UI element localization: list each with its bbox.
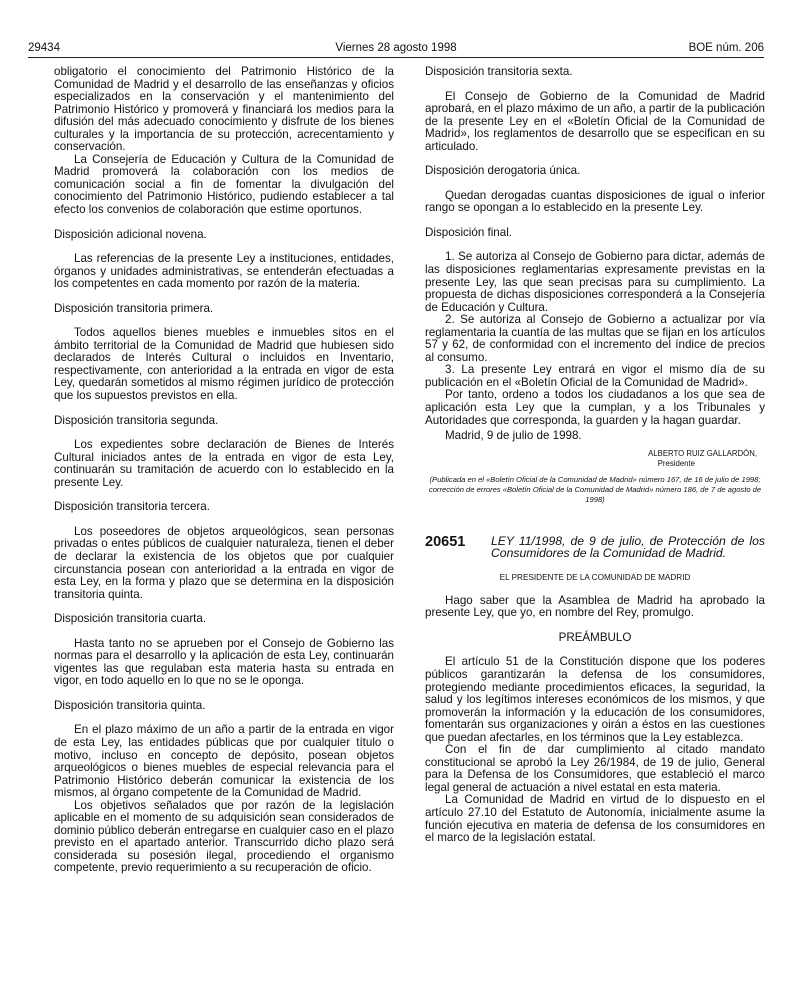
president-line: EL PRESIDENTE DE LA COMUNIDAD DE MADRID bbox=[499, 573, 691, 583]
section-heading: Disposición adicional novena. bbox=[54, 227, 207, 241]
paragraph: 1. Se autoriza al Consejo de Gobierno para dictar, además de las disposiciones reglamentarias expresamente previstas en la presente Ley, las que sean precisas para su cumplimiento. La propuesta de dichas disposiciones corresponderá a la Consejería de Educación y Cultura. bbox=[425, 250, 765, 314]
paragraph: La Consejería de Educación y Cultura de la Comunidad de Madrid promoverá la colaboración con los medios de comunicación social a fin de fomentar la divulgación del conocimiento del Patrimonio Histórico, pudiendo establecer a tal efecto los convenios de colaboración que estime oportunos. bbox=[54, 152, 394, 217]
publication-name: BOE núm. 206 bbox=[688, 42, 764, 54]
paragraph: Todos aquellos bienes muebles e inmuebles sitos en el ámbito territorial de la Comunidad de Madrid que hubiesen sido declarados de Interés Cultural o incluidos en Inventario, respectivamente, con anterioridad a la entrada en vigor de esta Ley, quedarán sometidos al mismo régimen jurídico de protección que los supuestos previstos en ella. bbox=[54, 326, 394, 403]
paragraph: Por tanto, ordeno a todos los ciudadanos a los que sea de aplicación esta Ley que la cumplan, y a los Tribunales y Autoridades que corresponda, la guarden y la hagan guardar. bbox=[425, 388, 765, 427]
section-heading: Disposición transitoria cuarta. bbox=[54, 612, 207, 626]
section-heading: Disposición transitoria primera. bbox=[54, 301, 214, 315]
paragraph: Los objetivos señalados que por razón de la legislación aplicable en el momento de su adquisición sean considerados de dominio público deberán entregarse en cualquier caso en el plazo previsto en el apartado anterior. Transcurrido dicho plazo será considerada su posesión ilegal, procediendo el organismo competente, previo requerimiento a su recuperación de oficio. bbox=[54, 798, 394, 875]
signature-role: Presidente bbox=[657, 458, 695, 468]
section-heading: Disposición final. bbox=[425, 225, 512, 239]
paragraph: Quedan derogadas cuantas disposiciones de igual o inferior rango se opongan a lo establecido en la presente Ley. bbox=[425, 188, 765, 215]
paragraph: 3. La presente Ley entrará en vigor el mismo día de su publicación en el «Boletín Oficial de la Comunidad de Madrid». bbox=[425, 363, 765, 389]
section-heading: Disposición transitoria sexta. bbox=[425, 65, 573, 78]
paragraph: El artículo 51 de la Constitución dispone que los poderes públicos garantizarán la defensa de los consumidores, protegiendo mediante procedimientos eficaces, la seguridad, la salud y los legítimos intereses económicos de los mismos, y que promoverán la información y la educación de los consumidores, fomentarán sus organizaciones y oirán a éstos en las cuestiones que puedan afectarles, en los términos que la Ley establezca. bbox=[425, 655, 765, 744]
law-number: 20651 bbox=[425, 533, 466, 550]
publication-note: (Publicada en el «Boletín Oficial de la Comunidad de Madrid» número 167, de 16 de julio de 1998; corrección de errores «Boletín Oficial de la Comunidad de Madrid» número 186, de 7 de agosto de 1998) bbox=[428, 474, 762, 504]
page-header bbox=[28, 38, 764, 54]
right-column bbox=[425, 66, 765, 845]
paragraph: obligatorio el conocimiento del Patrimonio Histórico de la Comunidad de Madrid y el desarrollo de las enseñanzas y oficios especializados en la conservación y el mantenimiento del Patrimonio Histórico y promoverá y financiará los medios para la difusión del más adecuado conocimiento y disfrute de los bienes culturales y la importancia de su protección, acrecentamiento y conservación. bbox=[54, 65, 394, 154]
paragraph: Las referencias de la presente Ley a instituciones, entidades, órganos y unidades administrativas, se entenderán efectuadas a los competentes en cada momento por razón de la materia. bbox=[54, 252, 394, 291]
paragraph: Con el fin de dar cumplimiento al citado mandato constitucional se aprobó la Ley 26/1984, de 19 de julio, General para la Defensa de los Consumidores, que estableció el marco legal general de actuación a nivel estatal en esta materia. bbox=[425, 743, 765, 794]
section-heading: Disposición transitoria tercera. bbox=[54, 500, 210, 514]
section-heading: Disposición derogatoria única. bbox=[425, 164, 581, 178]
law-title: LEY 11/1998, de 9 de julio, de Protección de los Consumidores de la Comunidad de Madrid. bbox=[491, 533, 765, 561]
law-heading bbox=[425, 535, 765, 561]
signature-name: ALBERTO RUIZ GALLARDÓN, bbox=[648, 448, 757, 458]
paragraph: El Consejo de Gobierno de la Comunidad de Madrid aprobará, en el plazo máximo de un año, a partir de la publicación de la presente Ley en el «Boletín Oficial de la Comunidad de Madrid», los reglamentos de desarrollo que se especifican en su articulado. bbox=[425, 89, 765, 153]
header-date: Viernes 28 agosto 1998 bbox=[335, 42, 457, 54]
section-heading: Disposición transitoria segunda. bbox=[54, 413, 219, 427]
paragraph: Los poseedores de objetos arqueológicos, sean personas privadas o entes públicos de cualquier naturaleza, tienen el deber de declarar la existencia de los objetos que por cualquier circunstancia posean con anterioridad a la entrada en vigor de esta Ley, en la forma y plazo que se determina en la disposición transitoria quinta. bbox=[54, 524, 394, 601]
paragraph: Hasta tanto no se aprueben por el Consejo de Gobierno las normas para el desarrollo y la aplicación de esta Ley, continuarán vigentes las que regulaban esta materia hasta su entrada en vigor, en todo aquello en lo que no se le oponga. bbox=[54, 636, 394, 688]
paragraph: La Comunidad de Madrid en virtud de lo dispuesto en el artículo 27.10 del Estatuto de Autonomía, inicialmente asume la función ejecutiva en materia de defensa de los consumidores en el marco de la legislación estatal. bbox=[425, 793, 765, 845]
left-column bbox=[54, 66, 394, 875]
header-rule bbox=[28, 57, 764, 58]
paragraph: 2. Se autoriza al Consejo de Gobierno a actualizar por vía reglamentaria la cuantía de las multas que se fijan en los artículos 57 y 62, de conformidad con el incremento del índice de precios al consumo. bbox=[425, 313, 765, 364]
paragraph: En el plazo máximo de un año a partir de la entrada en vigor de esta Ley, las entidades públicas que por cualquier título o motivo, incluso en concepto de depósito, posean objetos arqueológicos o bienes muebles de especial relevancia para el Patrimonio Histórico deberán comunicar la existencia de los mismos, al órgano competente de la Comunidad de Madrid. bbox=[54, 723, 394, 800]
page-number: 29434 bbox=[28, 42, 60, 54]
section-heading: Disposición transitoria quinta. bbox=[54, 698, 206, 712]
paragraph: Los expedientes sobre declaración de Bienes de Interés Cultural iniciados antes de la entrada en vigor de esta Ley, continuarán su tramitación de acuerdo con lo establecido en la presente Ley. bbox=[54, 438, 394, 489]
signing-date: Madrid, 9 de julio de 1998. bbox=[445, 429, 582, 443]
preamble-heading: PREÁMBULO bbox=[558, 630, 632, 644]
paragraph: Hago saber que la Asamblea de Madrid ha aprobado la presente Ley, que yo, en nombre del Rey, promulgo. bbox=[425, 593, 765, 620]
